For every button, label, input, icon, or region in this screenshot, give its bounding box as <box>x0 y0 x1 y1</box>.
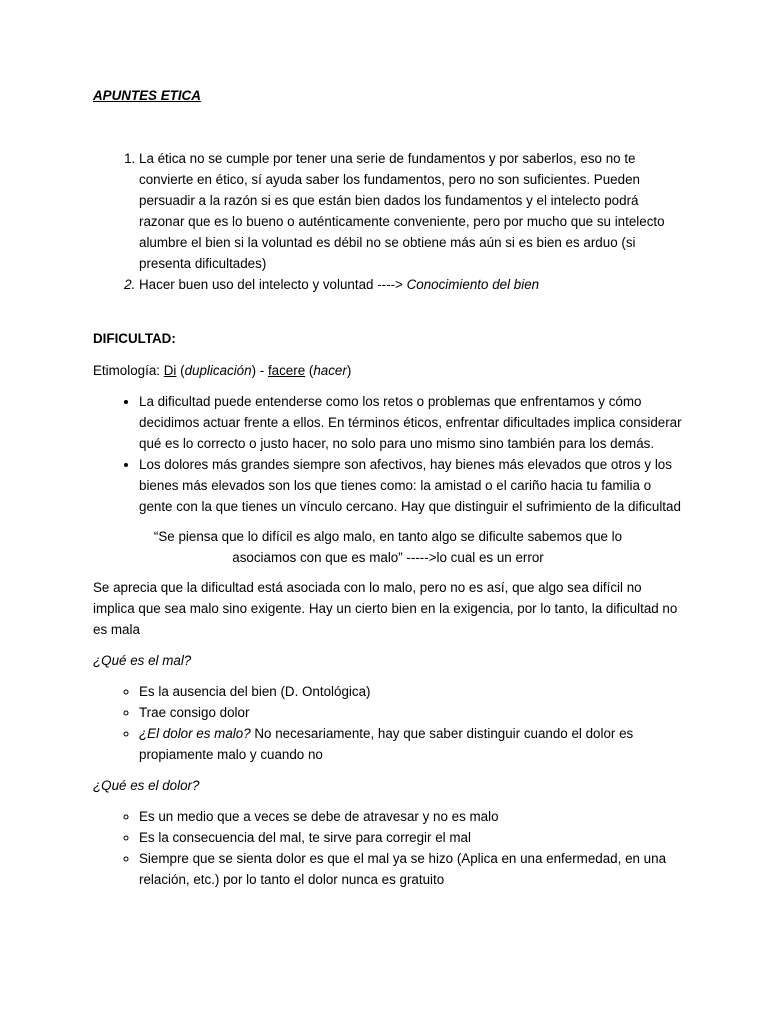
numbered-item-2-italic: Conocimiento del bien <box>406 277 540 292</box>
quote: “Se piensa que lo difícil es algo malo, en tanto algo se dificulte sabemos que lo asociamos con que es malo” ----->lo cual es un error <box>153 529 623 565</box>
question-mal: ¿Qué es el mal? <box>93 653 192 668</box>
paragraph: Se aprecia que la dificultad está asociada con lo malo, pero no es así, que algo sea difícil no implica que sea malo sino exigente. Hay un cierto bien en la exigencia, por lo tanto, la dificultad no es mala <box>93 580 678 637</box>
etymology-facere-meaning: hacer <box>313 363 347 378</box>
mal-list <box>93 681 683 765</box>
mal-item-1: ◦ Es la ausencia del bien (D. Ontológica) <box>139 681 683 702</box>
numbered-item-2-text: Hacer buen uso del intelecto y voluntad ----> <box>139 277 407 292</box>
etymology-line: Etimología: Di (duplicación) - facere (hacer) <box>93 363 352 378</box>
document-title: APUNTES ETICA <box>93 88 201 103</box>
etymology-di: Di <box>163 363 177 378</box>
dolor-list <box>93 806 683 890</box>
mal-item-2: ◦ Trae consigo dolor <box>139 702 683 723</box>
document-body <box>93 148 683 890</box>
bullet-item-1: • La dificultad puede entenderse como los retos o problemas que enfrentamos y cómo decidimos actuar frente a ellos. En términos éticos, enfrentar dificultades implica considerar qué es lo correcto o justo hacer, no solo para uno mismo sino también para los demás. <box>139 391 683 454</box>
etymology-di-meaning: duplicación <box>184 363 252 378</box>
bullet-item-2: • Los dolores más grandes siempre son afectivos, hay bienes más elevados que otros y los bienes más elevados son los que tienes como: la amistad o el cariño hacia tu familia o gente con la que tienes un vínculo cercano. Hay que distinguir el sufrimiento de la dificultad <box>139 454 683 517</box>
etymology-label: Etimología: <box>93 363 164 378</box>
etymology-separator: - <box>256 363 268 378</box>
section-heading-dificultad: DIFICULTAD: <box>93 331 176 346</box>
question-dolor: ¿Qué es el dolor? <box>93 778 200 793</box>
mal-item-3 <box>139 723 683 765</box>
etymology-facere: facere <box>267 363 306 378</box>
dolor-item-3: ◦ Siempre que se sienta dolor es que el mal ya se hizo (Aplica en una enfermedad, en una relación, etc.) por lo tanto el dolor nunca es gratuito <box>139 848 683 890</box>
bullet-list <box>93 391 683 517</box>
numbered-item-2 <box>139 274 683 295</box>
dolor-item-1: ◦ Es un medio que a veces se debe de atravesar y no es malo <box>139 806 683 827</box>
mal-item-3-italic: ¿El dolor es malo? <box>139 726 251 741</box>
dolor-item-2: ◦ Es la consecuencia del mal, te sirve para corregir el mal <box>139 827 683 848</box>
numbered-list <box>93 148 683 295</box>
mal-item-3-text: No necesariamente, hay que saber distinguir cuando el dolor es propiamente malo y cuando no <box>139 726 634 762</box>
numbered-item-1: 1. La ética no se cumple por tener una serie de fundamentos y por saberlos, eso no te convierte en ético, sí ayuda saber los fundamentos, pero no son suficientes. Pueden persuadir a la razón si es que están bien dados los fundamentos y el intelecto podrá razonar que es lo bueno o auténticamente conveniente, pero por mucho que su intelecto alumbre el bien si la voluntad es débil no se obtiene más aún si es bien es arduo (si presenta dificultades) <box>139 148 683 274</box>
